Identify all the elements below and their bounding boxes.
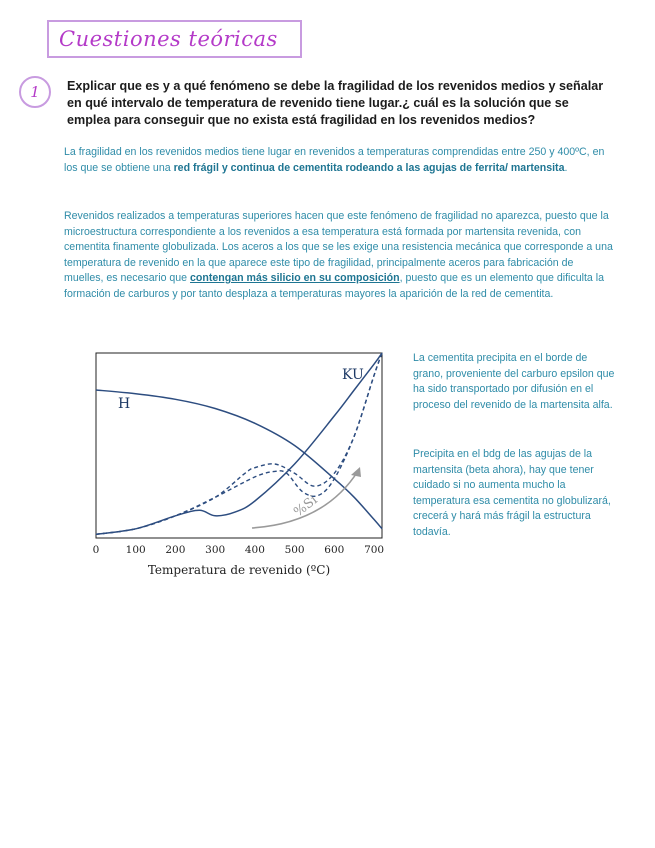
- chart-curves: [96, 353, 382, 534]
- answer-paragraph-1: [64, 145, 614, 176]
- answer-2-text-b: , puesto que es un elemento que dificulta la formación de carburos y por tanto desplaza a temperaturas mayores la aparición de la red de cementita.: [64, 272, 604, 300]
- x-tick-label-5: 500: [284, 544, 305, 556]
- silicon-arrow-head: [351, 467, 361, 477]
- answer-paragraph-2: [64, 209, 614, 302]
- x-tick-label-3: 300: [205, 544, 226, 556]
- series-label-ku: KU: [342, 367, 364, 383]
- section-title-box: [47, 20, 302, 58]
- answer-2-text-a: Revenidos realizados a temperaturas superiores hacen que este fenómeno de fragilidad no aparezca, puesto que la microestructura correspondiente a los revenidos a esa temperatura está formada por martensita revenida, con cementita finamente globulizada. Los aceros a los que se les exige una resistencia mecánica que corresponde a una temperatura de revenido en la que aparece este tipo de fragilidad, principalmente aceros para fabricación de muelles, es necesario que: [64, 210, 613, 284]
- answer-1-highlight: red frágil y continua de cementita rodeando a las agujas de ferrita/ martensita: [173, 161, 565, 174]
- section-title: Cuestiones teóricas: [59, 27, 278, 51]
- silicon-annotation: %Si: [291, 492, 321, 521]
- answer-1-text-b: .: [564, 161, 568, 174]
- side-note-1: La cementita precipita en el borde de grano, proveniente del carburo epsilon que ha sido transportado por difusión en el proceso del revenido de la martensita alfa.: [413, 352, 615, 411]
- series-label-h: H: [118, 396, 131, 412]
- question-text: Explicar que es y a qué fenómeno se debe la fragilidad de los revenidos medios y señalar en qué intervalo de temperatura de revenido tiene lugar.¿ cuál es la solución que se emplea para conseguir que no exista está fragilidad en los revenidos medios?: [67, 79, 604, 127]
- series-line-1: [96, 353, 382, 534]
- side-note-2: Precipita en el bdg de las agujas de la martensita (beta ahora), hay que tener cuidado si no aumenta mucho la temperatura esa cementita no globulizará, crecerá y hará más frágil la estructura todavía.: [413, 448, 611, 538]
- tempering-chart: [80, 345, 400, 580]
- x-tick-label-1: 100: [125, 544, 146, 556]
- x-tick-label-7: 700: [364, 544, 385, 556]
- x-tick-label-0: 0: [92, 544, 100, 556]
- x-axis-ticks: [93, 544, 384, 556]
- x-tick-label-4: 400: [244, 544, 265, 556]
- x-tick-label-6: 600: [324, 544, 345, 556]
- series-line-2: [96, 353, 382, 534]
- x-axis-label: Temperatura de revenido (ºC): [147, 563, 331, 577]
- x-tick-label-2: 200: [165, 544, 186, 556]
- answer-1-text-a: La fragilidad en los revenidos medios tiene lugar en revenidos a temperaturas comprendidas entre 250 y 400ºC, en los que se obtiene una: [64, 146, 605, 174]
- question-number-badge: 1: [19, 76, 51, 108]
- answer-2-highlight: contengan más silicio en su composición: [190, 272, 400, 284]
- series-line-3: [96, 353, 382, 534]
